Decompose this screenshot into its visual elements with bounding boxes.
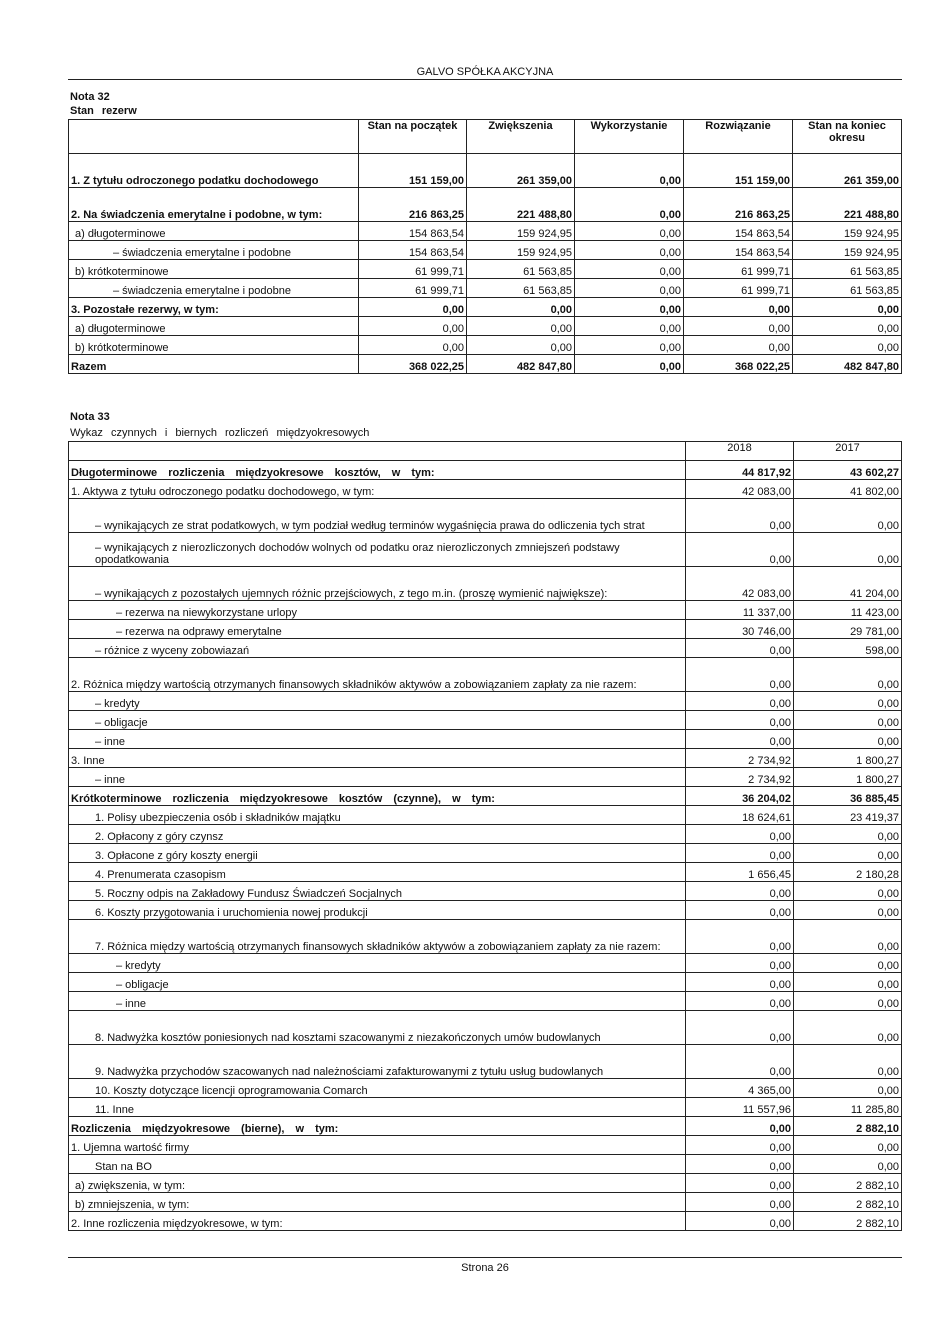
nota33-cell-v2018: 0,00 xyxy=(686,992,794,1011)
nota33-cell-v2018: 0,00 xyxy=(686,825,794,844)
nota33-cell-v2018: 42 083,00 xyxy=(686,567,794,601)
nota33-row-label: 5. Roczny odpis na Zakładowy Fundusz Świadczeń Socjalnych xyxy=(69,882,686,901)
nota33-row xyxy=(69,1117,902,1136)
nota32-row-label: 3. Pozostałe rezerwy, w tym: xyxy=(69,298,359,317)
nota33-row xyxy=(69,711,902,730)
nota32-cell: 0,00 xyxy=(575,241,684,260)
nota32-cell: 154 863,54 xyxy=(684,241,793,260)
nota32-cell: 0,00 xyxy=(575,154,684,188)
nota32-cell: 154 863,54 xyxy=(359,222,467,241)
nota33-cell-v2017: 0,00 xyxy=(794,825,902,844)
nota33-row-label: 11. Inne xyxy=(69,1098,686,1117)
nota32-row-label: b) krótkoterminowe xyxy=(69,336,359,355)
nota33-col-header: 2017 xyxy=(794,442,902,461)
nota33-row-label: a) zwiększenia, w tym: xyxy=(69,1174,686,1193)
nota33-row-label: 8. Nadwyżka kosztów poniesionych nad kosztami szacowanymi z niezakończonych umów budowlanych xyxy=(69,1011,686,1045)
nota33-cell-v2018: 0,00 xyxy=(686,844,794,863)
nota33-cell-v2018: 11 557,96 xyxy=(686,1098,794,1117)
nota33-row xyxy=(69,692,902,711)
nota32-cell: 0,00 xyxy=(467,336,575,355)
nota32-cell: 0,00 xyxy=(359,298,467,317)
nota33-cell-v2018: 0,00 xyxy=(686,1045,794,1079)
nota32-col-header: Wykorzystanie xyxy=(575,120,684,154)
nota32-cell: 61 999,71 xyxy=(359,260,467,279)
nota33-row xyxy=(69,533,902,567)
nota33-cell-v2018: 42 083,00 xyxy=(686,480,794,499)
nota33-row xyxy=(69,973,902,992)
nota33-cell-v2017: 598,00 xyxy=(794,639,902,658)
nota33-cell-v2017: 1 800,27 xyxy=(794,768,902,787)
nota32-cell: 61 563,85 xyxy=(467,260,575,279)
nota32-cell: 0,00 xyxy=(575,188,684,222)
nota32-cell: 482 847,80 xyxy=(467,355,575,374)
nota33-cell-v2017: 0,00 xyxy=(794,844,902,863)
nota33-row-label: – rezerwa na niewykorzystane urlopy xyxy=(69,601,686,620)
nota33-cell-v2018: 0,00 xyxy=(686,901,794,920)
nota33-row-label: 9. Nadwyżka przychodów szacowanych nad należnościami zafakturowanymi z tytułu usług budowlanych xyxy=(69,1045,686,1079)
nota32-row-label: 2. Na świadczenia emerytalne i podobne, w tym: xyxy=(69,188,359,222)
nota33-row-label: 4. Prenumerata czasopism xyxy=(69,863,686,882)
nota32-row-label: a) długoterminowe xyxy=(69,317,359,336)
nota33-cell-v2018: 0,00 xyxy=(686,639,794,658)
nota33-cell-v2018: 11 337,00 xyxy=(686,601,794,620)
nota33-cell-v2017: 0,00 xyxy=(794,730,902,749)
nota32-cell: 159 924,95 xyxy=(467,241,575,260)
nota32-cell: 61 563,85 xyxy=(467,279,575,298)
nota33-cell-v2018: 0,00 xyxy=(686,1212,794,1231)
nota33-cell-v2017: 43 602,27 xyxy=(794,461,902,480)
nota32-cell: 0,00 xyxy=(684,298,793,317)
nota33-row-label: – różnice z wyceny zobowiazań xyxy=(69,639,686,658)
nota33-cell-v2018: 0,00 xyxy=(686,1117,794,1136)
nota33-cell-v2017: 2 882,10 xyxy=(794,1117,902,1136)
nota33-cell-v2017: 0,00 xyxy=(794,973,902,992)
nota33-row xyxy=(69,658,902,692)
nota32-cell: 159 924,95 xyxy=(467,222,575,241)
nota32-row xyxy=(69,336,902,355)
nota32-header-row xyxy=(69,120,902,154)
nota33-row-label: 3. Opłacone z góry koszty energii xyxy=(69,844,686,863)
nota33-row-label: – inne xyxy=(69,730,686,749)
nota33-header-blank xyxy=(69,442,686,461)
nota33-cell-v2018: 1 656,45 xyxy=(686,863,794,882)
nota33-row xyxy=(69,1155,902,1174)
nota33-row-label: 2. Opłacony z góry czynsz xyxy=(69,825,686,844)
nota32-cell: 368 022,25 xyxy=(684,355,793,374)
nota33-row-label: 1. Aktywa z tytułu odroczonego podatku dochodowego, w tym: xyxy=(69,480,686,499)
nota32-row-label: 1. Z tytułu odroczonego podatku dochodowego xyxy=(69,154,359,188)
nota33-row-label: b) zmniejszenia, w tym: xyxy=(69,1193,686,1212)
footer-rule xyxy=(68,1257,902,1258)
nota33-row xyxy=(69,1174,902,1193)
nota33-row-label: 1. Polisy ubezpieczenia osób i składników majątku xyxy=(69,806,686,825)
nota32-cell: 0,00 xyxy=(467,298,575,317)
nota33-cell-v2017: 0,00 xyxy=(794,954,902,973)
nota32-header-blank xyxy=(69,120,359,154)
nota33-row-label: – inne xyxy=(69,992,686,1011)
nota33-table xyxy=(68,441,902,1231)
nota32-row-label: a) długoterminowe xyxy=(69,222,359,241)
nota32-cell: 61 999,71 xyxy=(684,279,793,298)
nota33-row xyxy=(69,1079,902,1098)
nota33-row xyxy=(69,844,902,863)
nota32-cell: 0,00 xyxy=(359,336,467,355)
nota33-row-label: Rozliczenia międzyokresowe (bierne), w tym: xyxy=(69,1117,686,1136)
nota33-cell-v2017: 29 781,00 xyxy=(794,620,902,639)
nota33-cell-v2018: 0,00 xyxy=(686,711,794,730)
nota33-cell-v2017: 11 285,80 xyxy=(794,1098,902,1117)
nota33-cell-v2017: 0,00 xyxy=(794,920,902,954)
nota33-row xyxy=(69,825,902,844)
nota33-cell-v2018: 0,00 xyxy=(686,533,794,567)
nota33-row-label: – wynikających z nierozliczonych dochodów wolnych od podatku oraz nierozliczonych zmniejszeń podstawy opodatkowania xyxy=(69,533,686,567)
nota33-row-label: – rezerwa na odprawy emerytalne xyxy=(69,620,686,639)
nota33-row xyxy=(69,1193,902,1212)
nota33-cell-v2017: 0,00 xyxy=(794,1011,902,1045)
nota33-row-label: 3. Inne xyxy=(69,749,686,768)
nota32-row xyxy=(69,241,902,260)
nota32-row xyxy=(69,317,902,336)
nota33-row xyxy=(69,806,902,825)
nota33-cell-v2017: 0,00 xyxy=(794,1155,902,1174)
nota33-row-label: 6. Koszty przygotowania i uruchomienia nowej produkcji xyxy=(69,901,686,920)
nota33-cell-v2018: 0,00 xyxy=(686,658,794,692)
nota33-row-label: Stan na BO xyxy=(69,1155,686,1174)
nota32-col-header: Stan na początek xyxy=(359,120,467,154)
nota32-cell: 0,00 xyxy=(575,336,684,355)
nota32-cell: 0,00 xyxy=(467,317,575,336)
nota33-row xyxy=(69,954,902,973)
nota32-row-label: Razem xyxy=(69,355,359,374)
nota33-cell-v2017: 0,00 xyxy=(794,1136,902,1155)
nota32-title: Nota 32 xyxy=(70,91,110,103)
nota33-row xyxy=(69,601,902,620)
nota33-cell-v2018: 0,00 xyxy=(686,499,794,533)
nota33-cell-v2018: 0,00 xyxy=(686,973,794,992)
nota32-cell: 0,00 xyxy=(575,355,684,374)
nota32-cell: 368 022,25 xyxy=(359,355,467,374)
nota32-cell: 61 999,71 xyxy=(359,279,467,298)
nota33-row-label: – obligacje xyxy=(69,711,686,730)
nota33-subtitle: Wykaz czynnych i biernych rozliczeń międzyokresowych xyxy=(70,427,370,439)
nota32-row xyxy=(69,260,902,279)
nota33-cell-v2018: 0,00 xyxy=(686,692,794,711)
nota33-row-label: 1. Ujemna wartość firmy xyxy=(69,1136,686,1155)
nota33-cell-v2018: 44 817,92 xyxy=(686,461,794,480)
nota33-cell-v2018: 0,00 xyxy=(686,1193,794,1212)
nota32-cell: 0,00 xyxy=(575,222,684,241)
nota32-row-label: – świadczenia emerytalne i podobne xyxy=(69,241,359,260)
nota32-col-header: Zwiększenia xyxy=(467,120,575,154)
nota32-cell: 221 488,80 xyxy=(467,188,575,222)
nota32-cell: 0,00 xyxy=(575,260,684,279)
nota33-row xyxy=(69,461,902,480)
nota33-cell-v2017: 0,00 xyxy=(794,692,902,711)
nota33-row xyxy=(69,768,902,787)
nota32-col-header: Rozwiązanie xyxy=(684,120,793,154)
nota32-cell: 154 863,54 xyxy=(684,222,793,241)
nota32-row xyxy=(69,188,902,222)
company-header: GALVO SPÓŁKA AKCYJNA xyxy=(416,66,554,78)
nota33-row-label: – kredyty xyxy=(69,954,686,973)
page-number: Strona 26 xyxy=(461,1262,509,1274)
nota33-cell-v2018: 36 204,02 xyxy=(686,787,794,806)
nota33-cell-v2017: 2 882,10 xyxy=(794,1174,902,1193)
nota32-subtitle: Stan rezerw xyxy=(70,105,137,117)
nota33-row xyxy=(69,620,902,639)
nota32-cell: 482 847,80 xyxy=(793,355,902,374)
nota33-header-row xyxy=(69,442,902,461)
nota33-cell-v2017: 11 423,00 xyxy=(794,601,902,620)
nota32-col-header: Stan na koniec okresu xyxy=(793,120,902,154)
nota32-cell: 159 924,95 xyxy=(793,222,902,241)
nota33-row xyxy=(69,901,902,920)
nota33-cell-v2018: 0,00 xyxy=(686,920,794,954)
nota33-cell-v2018: 0,00 xyxy=(686,730,794,749)
nota33-cell-v2018: 0,00 xyxy=(686,954,794,973)
nota32-cell: 61 563,85 xyxy=(793,260,902,279)
nota33-row xyxy=(69,639,902,658)
nota33-cell-v2017: 23 419,37 xyxy=(794,806,902,825)
nota33-cell-v2017: 0,00 xyxy=(794,533,902,567)
nota33-cell-v2017: 2 882,10 xyxy=(794,1212,902,1231)
nota33-row xyxy=(69,992,902,1011)
nota33-cell-v2018: 0,00 xyxy=(686,1155,794,1174)
nota33-row xyxy=(69,920,902,954)
nota33-row-label: 7. Różnica między wartością otrzymanych finansowych składników aktywów a zobowiązaniem zapłaty za nie razem: xyxy=(69,920,686,954)
nota33-row xyxy=(69,863,902,882)
nota33-cell-v2017: 41 204,00 xyxy=(794,567,902,601)
nota33-cell-v2017: 2 180,28 xyxy=(794,863,902,882)
nota32-cell: 0,00 xyxy=(575,317,684,336)
nota32-row xyxy=(69,279,902,298)
nota32-cell: 0,00 xyxy=(575,279,684,298)
nota32-cell: 61 563,85 xyxy=(793,279,902,298)
nota33-row-label: – inne xyxy=(69,768,686,787)
nota33-col-header: 2018 xyxy=(686,442,794,461)
nota33-title: Nota 33 xyxy=(70,411,110,423)
nota33-row-label: – obligacje xyxy=(69,973,686,992)
nota32-cell: 0,00 xyxy=(359,317,467,336)
nota33-cell-v2017: 0,00 xyxy=(794,882,902,901)
nota33-row xyxy=(69,730,902,749)
nota32-cell: 0,00 xyxy=(684,336,793,355)
nota32-cell: 0,00 xyxy=(793,298,902,317)
nota33-row-label: 2. Różnica między wartością otrzymanych finansowych składników aktywów a zobowiązaniem zapłaty za nie razem: xyxy=(69,658,686,692)
nota33-cell-v2017: 41 802,00 xyxy=(794,480,902,499)
nota33-row xyxy=(69,1011,902,1045)
header-rule xyxy=(68,79,902,80)
nota33-cell-v2017: 0,00 xyxy=(794,992,902,1011)
nota32-cell: 216 863,25 xyxy=(684,188,793,222)
nota33-row-label: Długoterminowe rozliczenia międzyokresowe kosztów, w tym: xyxy=(69,461,686,480)
nota32-row xyxy=(69,222,902,241)
nota32-cell: 154 863,54 xyxy=(359,241,467,260)
nota33-cell-v2017: 0,00 xyxy=(794,901,902,920)
nota32-cell: 221 488,80 xyxy=(793,188,902,222)
nota32-cell: 151 159,00 xyxy=(684,154,793,188)
nota32-cell: 159 924,95 xyxy=(793,241,902,260)
nota33-cell-v2017: 0,00 xyxy=(794,1079,902,1098)
nota32-cell: 61 999,71 xyxy=(684,260,793,279)
nota33-cell-v2018: 2 734,92 xyxy=(686,749,794,768)
nota32-row xyxy=(69,154,902,188)
nota32-row-label: – świadczenia emerytalne i podobne xyxy=(69,279,359,298)
nota33-cell-v2017: 1 800,27 xyxy=(794,749,902,768)
nota33-row-label: 2. Inne rozliczenia międzyokresowe, w tym: xyxy=(69,1212,686,1231)
nota32-cell: 261 359,00 xyxy=(793,154,902,188)
nota32-table xyxy=(68,119,902,374)
nota32-cell: 261 359,00 xyxy=(467,154,575,188)
nota33-row xyxy=(69,1045,902,1079)
nota33-cell-v2018: 0,00 xyxy=(686,882,794,901)
nota33-cell-v2018: 0,00 xyxy=(686,1174,794,1193)
nota32-cell: 0,00 xyxy=(793,336,902,355)
nota33-cell-v2017: 0,00 xyxy=(794,658,902,692)
nota33-row-label: – kredyty xyxy=(69,692,686,711)
nota33-row-label: Krótkoterminowe rozliczenia międzyokresowe kosztów (czynne), w tym: xyxy=(69,787,686,806)
nota33-row xyxy=(69,1136,902,1155)
nota33-row-label: – wynikających z pozostałych ujemnych różnic przejściowych, z tego m.in. (proszę wymienić największe): xyxy=(69,567,686,601)
nota33-cell-v2017: 0,00 xyxy=(794,499,902,533)
nota32-row-label: b) krótkoterminowe xyxy=(69,260,359,279)
nota33-row xyxy=(69,749,902,768)
nota32-cell: 216 863,25 xyxy=(359,188,467,222)
nota33-cell-v2018: 4 365,00 xyxy=(686,1079,794,1098)
nota33-row-label: 10. Koszty dotyczące licencji oprogramowania Comarch xyxy=(69,1079,686,1098)
nota33-row xyxy=(69,882,902,901)
nota33-row xyxy=(69,567,902,601)
nota33-cell-v2018: 18 624,61 xyxy=(686,806,794,825)
nota32-row xyxy=(69,355,902,374)
nota33-row xyxy=(69,499,902,533)
nota33-cell-v2018: 2 734,92 xyxy=(686,768,794,787)
nota33-row-label: – wynikających ze strat podatkowych, w tym podział według terminów wygaśnięcia prawa do odliczenia tych strat xyxy=(69,499,686,533)
nota33-cell-v2017: 2 882,10 xyxy=(794,1193,902,1212)
nota33-cell-v2017: 0,00 xyxy=(794,1045,902,1079)
nota33-cell-v2018: 30 746,00 xyxy=(686,620,794,639)
nota33-cell-v2017: 0,00 xyxy=(794,711,902,730)
nota32-cell: 0,00 xyxy=(684,317,793,336)
nota33-cell-v2018: 0,00 xyxy=(686,1011,794,1045)
nota33-cell-v2018: 0,00 xyxy=(686,1136,794,1155)
nota33-row xyxy=(69,480,902,499)
nota33-row xyxy=(69,1212,902,1231)
nota32-cell: 0,00 xyxy=(793,317,902,336)
nota32-cell: 151 159,00 xyxy=(359,154,467,188)
nota33-row xyxy=(69,787,902,806)
nota32-row xyxy=(69,298,902,317)
nota32-cell: 0,00 xyxy=(575,298,684,317)
nota33-cell-v2017: 36 885,45 xyxy=(794,787,902,806)
nota33-row xyxy=(69,1098,902,1117)
